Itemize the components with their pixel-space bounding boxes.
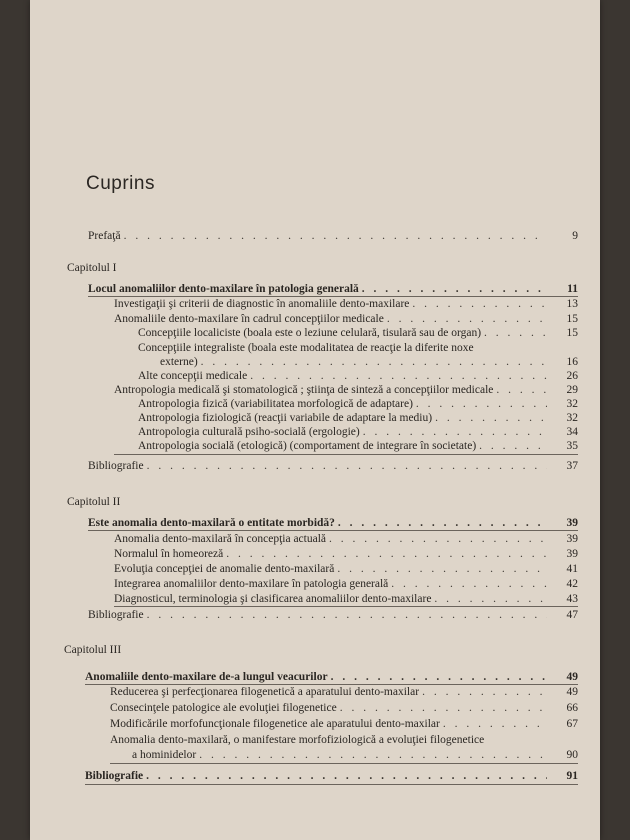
page-title: Cuprins bbox=[86, 173, 155, 194]
chapter-title: Anomaliile dento-maxilare de-a lungul veacurilor . . . 49 bbox=[85, 670, 578, 684]
book-page bbox=[30, 0, 600, 840]
toc-entry: Antropologia culturală psiho-socială (ergologie) . . . 34 bbox=[138, 425, 578, 439]
toc-entry: Integrarea anomaliilor dento-maxilare în patologia generală . . . 42 bbox=[114, 577, 578, 591]
divider bbox=[85, 784, 578, 785]
chapter-label: Capitolul III bbox=[64, 644, 122, 656]
chapter-title: Locul anomaliilor dento-maxilare în patologia generală . . . 11 bbox=[88, 282, 578, 296]
divider bbox=[88, 530, 578, 531]
toc-entry: Modificările morfofuncţionale filogenetice ale aparatului dento-maxilar . . . 67 bbox=[110, 717, 578, 731]
toc-entry-bibliography: Bibliografie . . . 37 bbox=[88, 459, 578, 473]
divider bbox=[114, 606, 578, 607]
toc-entry-bibliography: Bibliografie . . . 91 bbox=[85, 769, 578, 783]
divider bbox=[114, 454, 578, 455]
chapter-label: Capitolul II bbox=[67, 496, 121, 508]
toc-entry: Investigaţii şi criterii de diagnostic în anomaliile dento-maxilare . . . 13 bbox=[114, 297, 578, 311]
chapter-title: Este anomalia dento-maxilară o entitate morbidă? . . . 39 bbox=[88, 516, 578, 530]
toc-entry: Antropologia socială (etologică) (comportament de integrare în societate) . . . 35 bbox=[138, 439, 578, 453]
toc-entry-line: Anomalia dento-maxilară, o manifestare morfofiziologică a evoluţiei filogenetice bbox=[110, 734, 485, 746]
toc-entry-preface bbox=[88, 229, 578, 243]
toc-entry-bibliography: Bibliografie . . . 47 bbox=[88, 608, 578, 622]
toc-entry: Antropologia fiziologică (reacţii variabile de adaptare la mediu) . . . 32 bbox=[138, 411, 578, 425]
toc-entry: Antropologia fizică (variabilitatea morfologică de adaptare) . . . 32 bbox=[138, 397, 578, 411]
toc-entry: a hominidelor . . . 90 bbox=[110, 748, 578, 762]
toc-entry: Diagnosticul, terminologia şi clasificarea anomaliilor dento-maxilare . . . 43 bbox=[114, 592, 578, 606]
toc-entry-line: Concepţiile integraliste (boala este modalitatea de reacţie la diferite noxe bbox=[138, 342, 474, 354]
divider bbox=[110, 763, 578, 764]
toc-entry: Reducerea şi perfecţionarea filogenetică a aparatului dento-maxilar . . . 49 bbox=[110, 685, 578, 699]
toc-entry: Consecinţele patologice ale evoluţiei filogenetice . . . 66 bbox=[110, 701, 578, 715]
toc-entry: Normalul în homeoreză . . . 39 bbox=[114, 547, 578, 561]
toc-entry-page: 9 bbox=[572, 230, 578, 242]
toc-entry: Anomaliile dento-maxilare în cadrul concepţiilor medicale . . . 15 bbox=[114, 312, 578, 326]
toc-entry: Evoluţia concepţiei de anomalie dento-maxilară . . . 41 bbox=[114, 562, 578, 576]
toc-entry-label: Prefaţă bbox=[88, 230, 121, 242]
toc-entry: Concepţiile localiciste (boala este o leziune celulară, tisulară sau de organ) . . . 15 bbox=[138, 326, 578, 340]
toc-entry: Antropologia medicală şi stomatologică ; ştiinţa de sinteză a concepţiilor medicale . . . 29 bbox=[114, 383, 578, 397]
toc-entry: Anomalia dento-maxilară în concepţia actuală . . . 39 bbox=[114, 532, 578, 546]
chapter-label: Capitolul I bbox=[67, 262, 117, 274]
toc-entry: externe) . . . 16 bbox=[138, 355, 578, 369]
toc-entry: Alte concepţii medicale . . . 26 bbox=[138, 369, 578, 383]
